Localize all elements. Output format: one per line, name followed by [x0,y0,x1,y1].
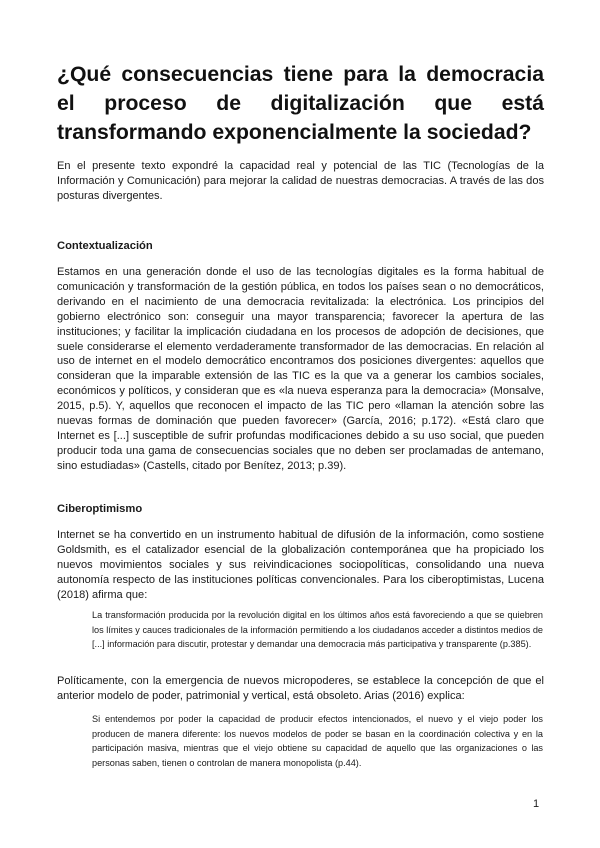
contextualizacion-paragraph: Estamos en una generación donde el uso de las tecnologías digitales es la forma habitual de comunicación y transformación de la gestión pública, en todos los países sean o no democráticos, derivando en el nacimiento de una democracia revitalizada: la electrónica. Los principios del gobierno electrónico son: conseguir una mayor transparencia; favorecer la apertura de las instituciones; y facilitar la implicación ciudadana en los procesos de adopción de decisiones, que suele considerarse el elemento verdaderamente transformador de las democracias. En relación al uso de internet en el modelo democrático encontramos dos posiciones divergentes: aquellos que consideran que la imparable extensión de las TIC es la que va a generar los cambios sociales, económicos y políticos, y consideran que es «la nueva esperanza para la democracia» (Monsalve, 2015, p.5). Y, aquellos que reconocen el impacto de las TIC pero «llaman la atención sobre las nuevas formas de dominación que pueden favorecer» (García, 2016; p.172). «Está claro que Internet es [...] susceptible de sufrir profundas modificaciones debido a su uso social, que pueden producir toda una gama de consecuencias sociales que no deben ser proclamadas de antemano, sino estudiadas» (Castells, citado por Benítez, 2013; p.39). [57,266,544,472]
page-number: 1 [533,798,540,810]
document-title: ¿Qué consecuencias tiene para la democracia el proceso de digitalización que está transformando exponencialmente la sociedad? [57,63,544,144]
ciberoptimismo-paragraph-2: Políticamente, con la emergencia de nuevos micropoderes, se establece la concepción de que el anterior modelo de poder, patrimonial y vertical, está obsoleto. Arias (2016) explica: [57,675,544,702]
section-heading-contextualizacion: Contextualización [57,240,153,252]
intro-paragraph: En el presente texto expondré la capacidad real y potencial de las TIC (Tecnologías de la Información y Comunicación) para mejorar la calidad de nuestras democracias. A través de las dos posturas divergentes. [57,160,544,202]
block-quote-lucena: La transformación producida por la revolución digital en los últimos años está favoreciendo a que se quiebren los límites y cauces tradicionales de la información permitiendo a los ciudadanos acceder a distintos medios de [...] información para discutir, protestar y demandar una democracia más participativa y transparente (p.385). [92,610,543,649]
block-quote-arias: Si entendemos por poder la capacidad de producir efectos intencionados, el nuevo y el viejo poder los producen de manera diferente: los nuevos modelos de poder se basan en la coordinación colectiva y en la participación masiva, mientras que el viejo obtiene su capacidad de aquello que las organizaciones o las personas saben, tienen o controlan de manera monopolista (p.44). [92,714,543,768]
section-heading-ciberoptimismo: Ciberoptimismo [57,503,143,515]
ciberoptimismo-paragraph: Internet se ha convertido en un instrumento habitual de difusión de la información, como sostiene Goldsmith, es el catalizador esencial de la globalización contemporánea que ha propiciado los nuevos movimientos sociales y sus reivindicaciones sociopolíticas, consolidando una nueva autonomía respecto de las instituciones políticas convencionales. Para los ciberoptimistas, Lucena (2018) afirma que: [57,529,544,601]
